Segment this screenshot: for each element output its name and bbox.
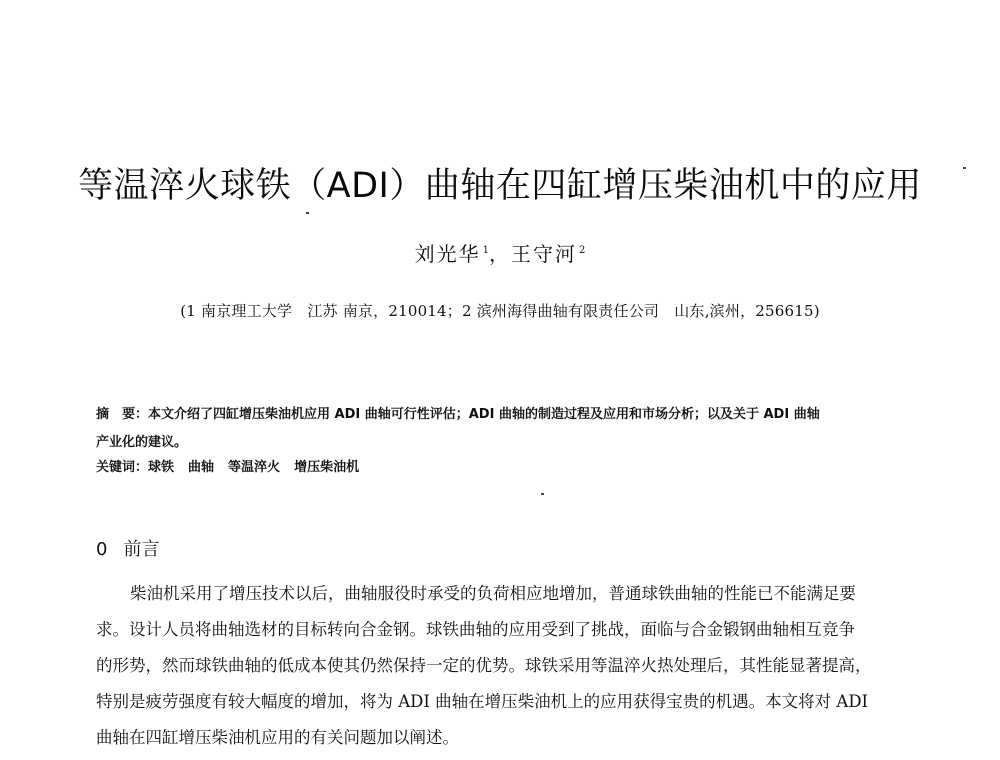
keyword: 曲轴: [188, 460, 215, 475]
body-line: 的形势，然而球铁曲轴的低成本使其仍然保持一定的优势。球铁采用等温淬火热处理后，其性能显著提高，: [96, 656, 872, 675]
author-1-affiliation-mark: 1: [482, 245, 489, 257]
paper-title: 等温淬火球铁（ADI）曲轴在四缸增压柴油机中的应用: [78, 166, 922, 206]
author-2-name: 王守河: [511, 242, 577, 266]
author-1-name: 刘光华: [414, 242, 481, 266]
keywords-label: 关键词：: [96, 460, 149, 475]
section-heading: [96, 535, 159, 561]
scan-speck: [541, 493, 544, 495]
author-2-affiliation-mark: 2: [579, 245, 586, 257]
body-line: 特别是疲劳强度有较大幅度的增加，将为 ADI 曲轴在增压柴油机上的应用获得宝贵的机遇。本文将对 ADI: [96, 692, 869, 711]
abstract-line-2: 产业化的建议。: [96, 435, 188, 450]
scan-speck: [963, 167, 966, 169]
author-separator: ，: [489, 242, 511, 266]
keyword: 等温淬火: [228, 460, 281, 475]
body-line: 柴油机采用了增压技术以后，曲轴服役时承受的负荷相应地增加，普通球铁曲轴的性能已不能满足要: [130, 584, 856, 603]
author-line: [0, 238, 1000, 267]
body-line: 曲轴在四缸增压柴油机应用的有关问题加以阐述。: [96, 728, 459, 747]
scan-speck: [306, 212, 309, 214]
section-title: 前言: [123, 539, 160, 560]
abstract-block: [96, 401, 906, 457]
section-number: 0: [96, 539, 108, 560]
keyword: 球铁: [148, 460, 175, 475]
keywords-line: [96, 456, 373, 475]
keyword: 增压柴油机: [294, 460, 360, 475]
body-paragraph: [96, 576, 908, 756]
body-line: 求。设计人员将曲轴选材的目标转向合金钢。球铁曲轴的应用受到了挑战，面临与合金锻钢曲轴相互竞争: [96, 620, 855, 639]
abstract-line-1: 摘 要：本文介绍了四缸增压柴油机应用 ADI 曲轴可行性评估；ADI 曲轴的制造过程及应用和市场分析；以及关于 ADI 曲轴: [96, 407, 820, 422]
affiliation-line: (1 南京理工大学 江苏 南京，210014；2 滨州海得曲轴有限责任公司 山东,滨州，256615): [180, 302, 820, 320]
